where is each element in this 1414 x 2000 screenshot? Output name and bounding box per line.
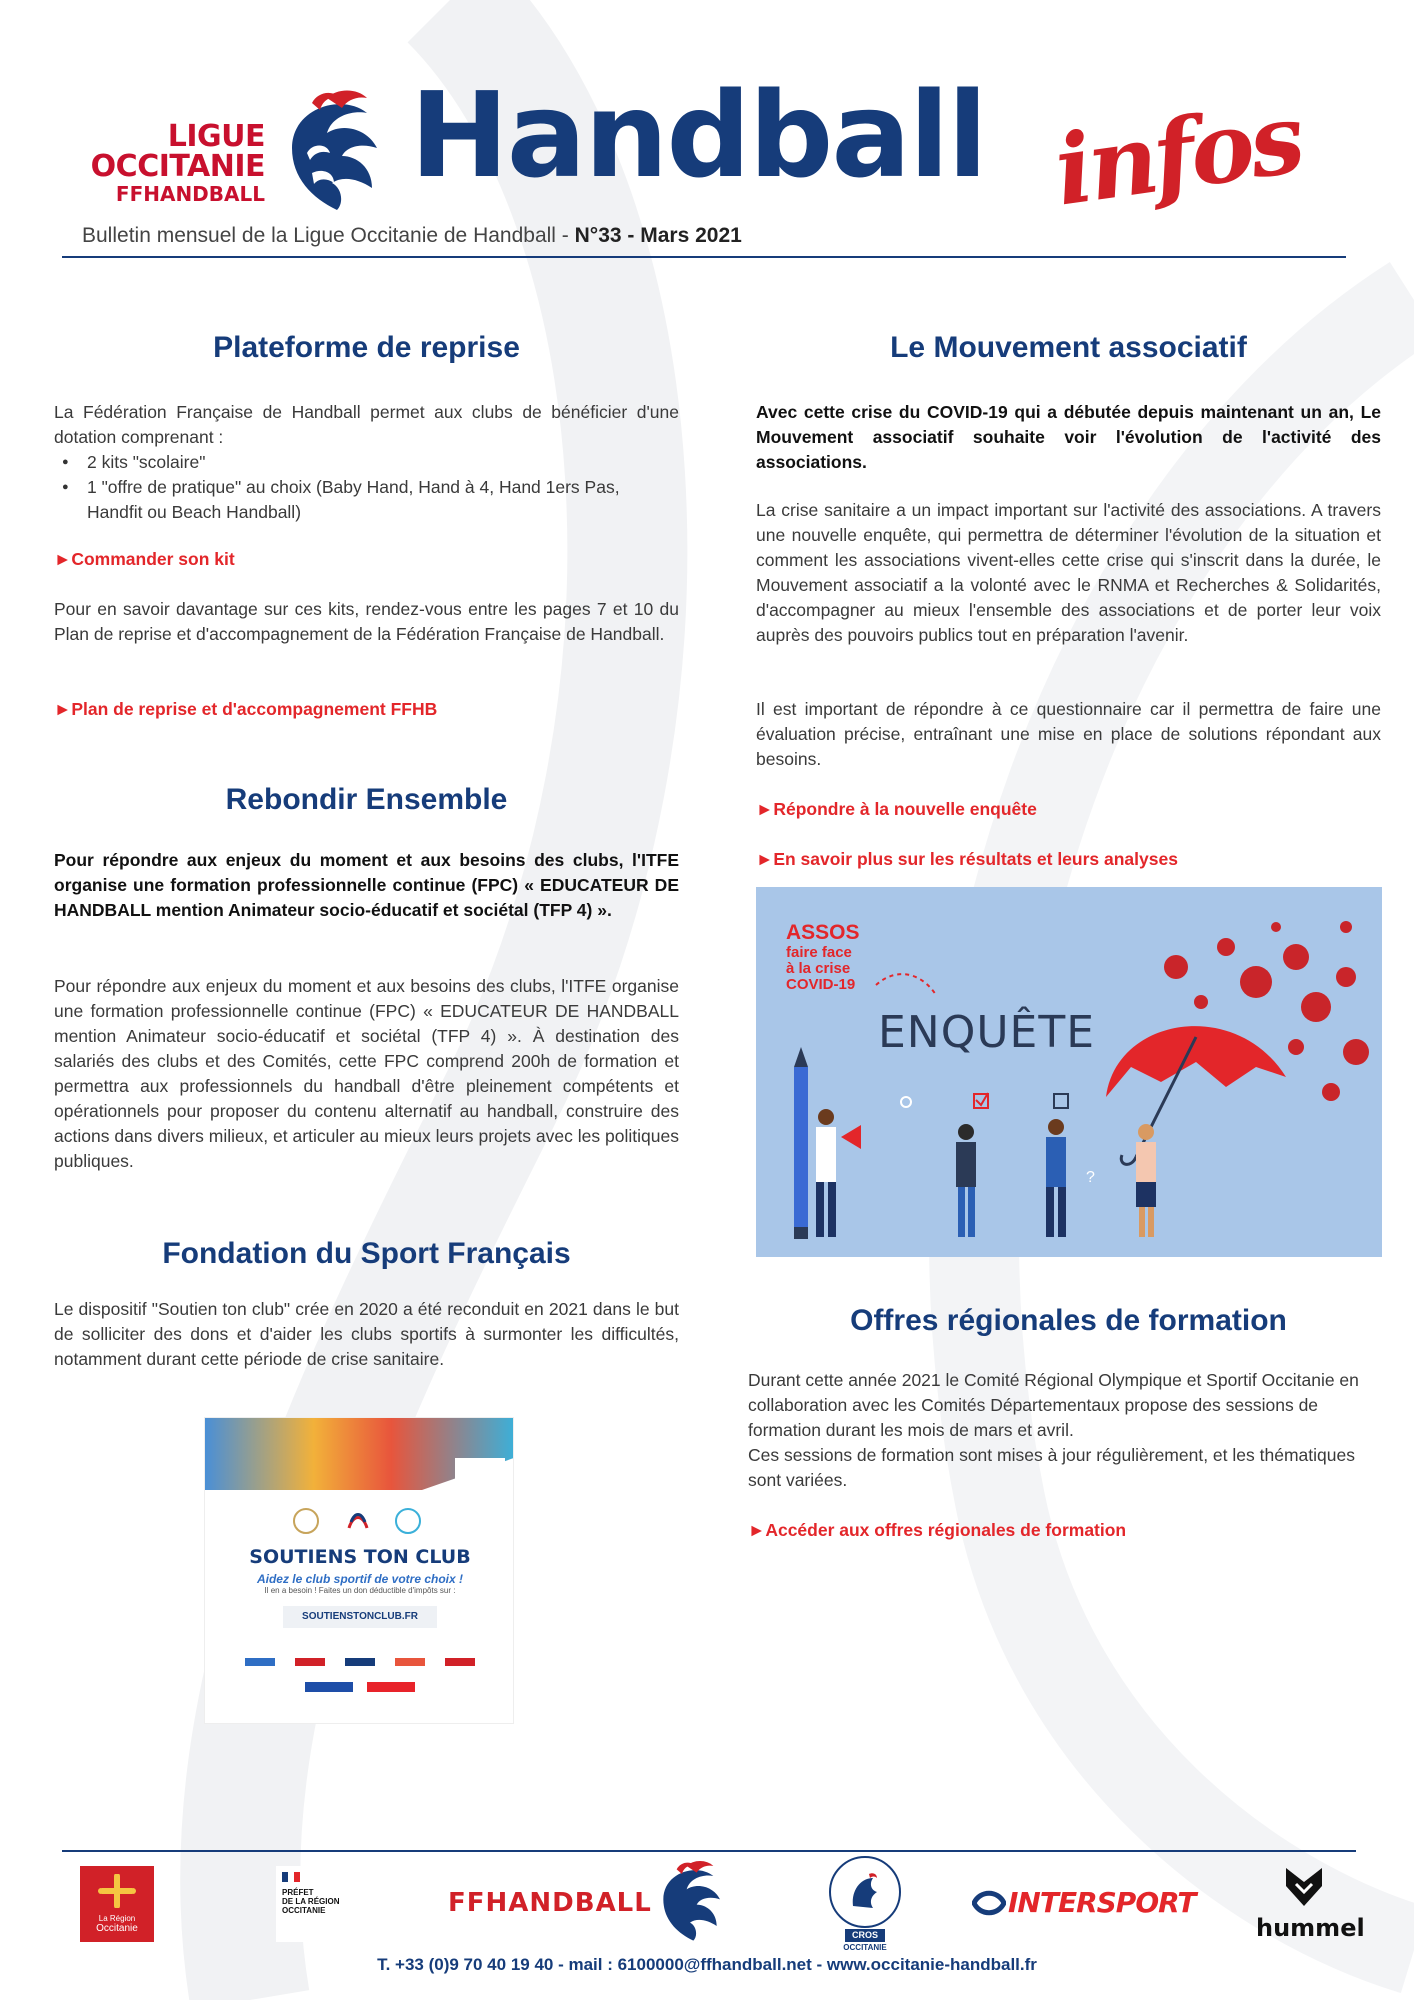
poster-title: SOUTIENS TON CLUB <box>249 1546 471 1568</box>
prefet-line-2: DE LA RÉGION <box>282 1897 340 1906</box>
region-occitanie-logo <box>80 1866 154 1942</box>
hummel-logo <box>1256 1864 1365 1948</box>
mouvement-paragraph-2: Il est important de répondre à ce questionnaire car il permettra de faire une évaluation précise, entraînant une mise en place de solutions répondant aux besoins. <box>756 699 1381 769</box>
occitan-cross-icon <box>97 1874 137 1908</box>
offres-paragraph-1: Durant cette année 2021 le Comité Régional Olympique et Sportif Occitanie en collaboration avec les Comités Départementaux propose des sessions de formation durant les mois de mars et avril. <box>748 1370 1359 1440</box>
prefet-line-3: OCCITANIE <box>282 1906 326 1915</box>
intersport-wordmark: INTERSPORT <box>1008 1886 1196 1919</box>
rooster-icon <box>272 88 392 213</box>
poster-tagline: Aidez le club sportif de votre choix ! <box>256 1572 464 1586</box>
infos-script-title: infos <box>1048 81 1308 228</box>
cros-sub-label: OCCITANIE <box>843 1943 887 1952</box>
poster-sub: Il en a besoin ! Faites un don déductible d'impôts sur : <box>264 1586 456 1595</box>
covid-label-1: faire face <box>786 944 852 961</box>
ffhandball-wordmark: FFHANDBALL <box>448 1888 652 1918</box>
region-label-2: Occitanie <box>96 1923 138 1934</box>
marianne-flag-icon <box>282 1872 300 1882</box>
cros-occitanie-logo <box>820 1856 910 1952</box>
sponsor-logos-row <box>305 1682 415 1692</box>
ligue-wordmark: LIGUE OCCITANIE FFHANDBALL <box>90 119 265 206</box>
rebondir-paragraph: Pour répondre aux enjeux du moment et aux besoins des clubs, l'ITFE organise une formation professionnelle continue (FPC) « EDUCATEUR DE HANDBALL mention Animateur socio-éducatif et sociétal (TFP 4) ». À destination des salariés des clubs et des Comités, cette FPC comprend 200h de formation et permettra aux professionnels du handball d'être pleinement compétents et opérationnels pour proposer du contenu alternatif au handball, construire des actions dans divers milieux, et articuler au mieux leurs projets avec les politiques publiques. <box>54 976 679 1171</box>
poster-url[interactable]: SOUTIENSTONCLUB.FR <box>283 1606 437 1628</box>
kit-list <box>54 450 679 525</box>
fondation-paragraph: Le dispositif "Soutien ton club" crée en 2020 a été reconduit en 2021 dans le but de solliciter des dons et d'aider les clubs sportifs à surmonter les difficultés, notamment durant cette période de crise sanitaire. <box>54 1299 679 1369</box>
intersport-swoosh-icon <box>972 1890 1006 1916</box>
mouvement-lead: Avec cette crise du COVID-19 qui a débutée depuis maintenant un an, Le Mouvement associatif souhaite voir l'évolution de l'activité des associations. <box>756 402 1381 472</box>
plan-reprise-link[interactable]: ►Plan de reprise et d'accompagnement FFHB <box>54 699 438 719</box>
section-title-plateforme: Plateforme de reprise <box>213 331 520 364</box>
covid-label-2: à la crise <box>786 960 851 977</box>
fondation-icon <box>395 1508 421 1534</box>
ministry-badge <box>455 1458 505 1486</box>
list-item: ● 1 "offre de pratique" au choix (Baby Hand, Hand à 4, Hand 1ers Pas, Handfit ou Beach Handball) <box>54 475 679 525</box>
commander-kit-link[interactable]: ►Commander son kit <box>54 549 235 569</box>
paralympic-icon <box>345 1508 371 1534</box>
region-label-1: La Région <box>98 1914 136 1923</box>
footer-contact[interactable]: T. +33 (0)9 70 40 19 40 - mail : 6100000@ffhandball.net - www.occitanie-handball.fr <box>377 1955 1037 1974</box>
footer-divider <box>62 1850 1356 1852</box>
assos-label: ASSOS <box>786 921 860 944</box>
plateforme-intro: La Fédération Française de Handball permet aux clubs de bénéficier d'une dotation comprenant : <box>54 402 679 447</box>
handball-title: Handball <box>410 66 986 204</box>
enquete-illustration[interactable] <box>756 887 1382 1257</box>
offres-regionales-link[interactable]: ►Accéder aux offres régionales de formation <box>748 1520 1127 1540</box>
cros-seal-icon <box>829 1856 901 1928</box>
resultats-analyses-link[interactable]: ►En savoir plus sur les résultats et leurs analyses <box>756 849 1178 869</box>
plateforme-paragraph: Pour en savoir davantage sur ces kits, rendez-vous entre les pages 7 et 10 du Plan de reprise et d'accompagnement de la Fédération Française de Handball. <box>54 599 679 644</box>
mouvement-paragraph-1: La crise sanitaire a un impact important sur l'activité des associations. A travers une nouvelle enquête, qui permettra de déterminer l'évolution de la situation et comment les associations vivent-elles cette crise qui s'inscrit dans la durée, le Mouvement associatif a la volonté avec le RNMA et Recherches & Solidarités, d'accompagner au mieux l'ensemble des associations et de porter leur voix auprès des pouvoirs publics tout en préparation l'avenir. <box>756 500 1381 645</box>
enquete-artwork <box>756 887 1382 1257</box>
covid-label-3: COVID-19 <box>786 976 856 993</box>
olympic-seal-icon <box>293 1508 319 1534</box>
enquete-heading: ENQUÊTE <box>878 1007 1096 1058</box>
partner-logos-row <box>245 1658 475 1672</box>
hummel-wordmark: hummel <box>1256 1914 1365 1942</box>
people <box>816 1109 1156 1237</box>
ffhandball-rooster-icon <box>650 1858 730 1944</box>
prefet-line-1: PRÉFET <box>282 1888 314 1897</box>
ligue-logo <box>62 88 392 213</box>
repondre-enquete-link[interactable]: ►Répondre à la nouvelle enquête <box>756 799 1037 819</box>
cros-label: CROS <box>845 1929 885 1942</box>
soutiens-ton-club-poster[interactable] <box>204 1417 514 1724</box>
bulletin-subtitle: Bulletin mensuel de la Ligue Occitanie de Handball - N°33 - Mars 2021 <box>82 224 742 247</box>
svg-text:?: ? <box>1086 1169 1095 1186</box>
header-divider <box>62 256 1346 258</box>
section-title-offres: Offres régionales de formation <box>850 1304 1287 1337</box>
list-item: ● 2 kits "scolaire" <box>54 450 679 475</box>
hummel-bee-icon <box>1282 1864 1326 1910</box>
section-title-fondation: Fondation du Sport Français <box>162 1237 571 1270</box>
offres-paragraph-2: Ces sessions de formation sont mises à jour régulièrement, et les thématiques sont variées. <box>748 1445 1355 1490</box>
prefet-logo <box>276 1866 358 1942</box>
rebondir-lead: Pour répondre aux enjeux du moment et aux besoins des clubs, l'ITFE organise une formation professionnelle continue (FPC) « EDUCATEUR DE HANDBALL mention Animateur socio-éducatif et sociétal (TFP 4) ». <box>54 850 679 920</box>
section-title-mouvement: Le Mouvement associatif <box>890 331 1247 364</box>
section-title-rebondir: Rebondir Ensemble <box>225 783 508 816</box>
